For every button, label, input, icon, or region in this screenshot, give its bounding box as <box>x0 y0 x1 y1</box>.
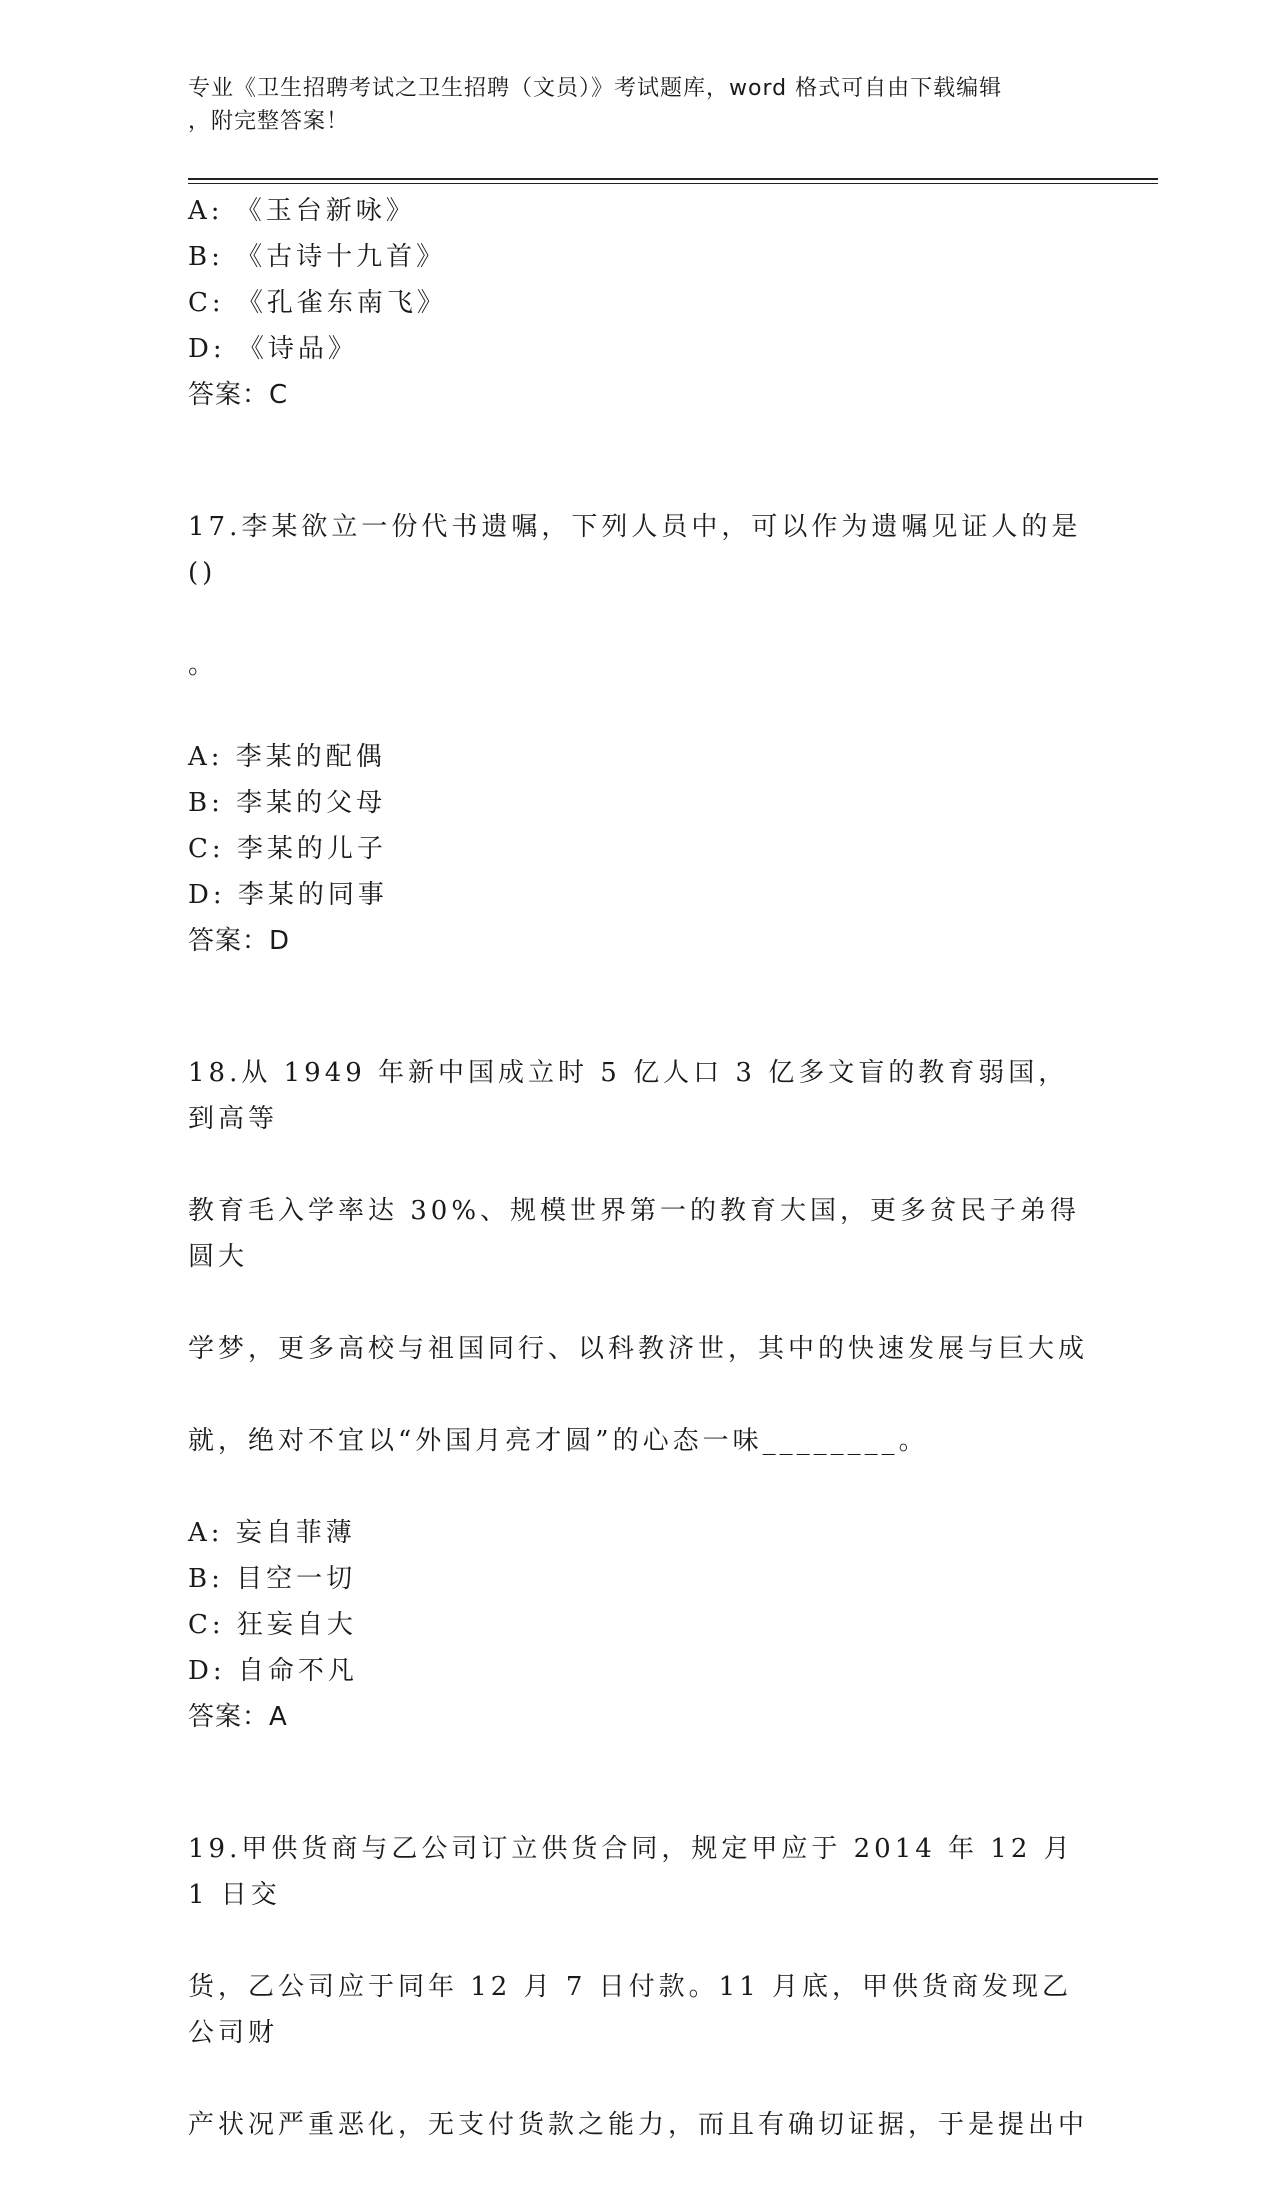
option-d: D: 李某的同事 <box>188 880 388 910</box>
stem-line: 教育毛入学率达 30%、规模世界第一的教育大国，更多贫民子弟得圆大 <box>188 1196 1081 1272</box>
option-a: A: 李某的配偶 <box>188 742 386 772</box>
question-16 <box>188 188 1088 418</box>
stem-line: 产状况严重恶化，无支付货款之能力，而且有确切证据，于是提出中 <box>188 2110 1089 2140</box>
header-line-2: ，附完整答案！ <box>188 109 350 134</box>
stem-line: 18.从 1949 年新中国成立时 5 亿人口 3 亿多文盲的教育弱国，到高等 <box>188 1058 1069 1134</box>
document-header <box>188 72 1088 138</box>
option-c: C: 《孔雀东南飞》 <box>188 288 447 318</box>
question-stem <box>188 458 1088 734</box>
stem-line: 就，绝对不宜以“外国月亮才圆”的心态一味________。 <box>188 1426 929 1456</box>
answer-line: 答案：D <box>188 926 291 956</box>
question-17 <box>188 458 1088 964</box>
option-b: B: 《古诗十九首》 <box>188 242 447 272</box>
option-d: D: 自命不凡 <box>188 1656 358 1686</box>
option-d: D: 《诗品》 <box>188 334 358 364</box>
answer-line: 答案：C <box>188 380 289 410</box>
document-body <box>188 188 1088 2194</box>
option-c: C: 李某的儿子 <box>188 834 387 864</box>
header-divider-thick <box>188 178 1158 180</box>
stem-line: 学梦，更多高校与祖国同行、以科教济世，其中的快速发展与巨大成 <box>188 1334 1089 1364</box>
option-a: A: 《玉台新咏》 <box>188 196 416 226</box>
stem-line: 19.甲供货商与乙公司订立供货合同，规定甲应于 2014 年 12 月 1 日交 <box>188 1834 1074 1910</box>
option-a: A: 妄自菲薄 <box>188 1518 356 1548</box>
question-19 <box>188 1780 1088 2194</box>
option-b: B: 目空一切 <box>188 1564 357 1594</box>
answer-line: 答案：A <box>188 1702 288 1732</box>
stem-line: 货，乙公司应于同年 12 月 7 日付款。11 月底，甲供货商发现乙公司财 <box>188 1972 1073 2048</box>
header-line-1: 专业《卫生招聘考试之卫生招聘（文员）》考试题库，word 格式可自由下载编辑 <box>188 76 1003 101</box>
stem-line: 。 <box>188 650 219 680</box>
stem-line: 17.李某欲立一份代书遗嘱，下列人员中，可以作为遗嘱见证人的是() <box>188 512 1082 588</box>
question-stem <box>188 1780 1088 2194</box>
question-18 <box>188 1004 1088 1740</box>
question-stem <box>188 1004 1088 1510</box>
option-b: B: 李某的父母 <box>188 788 387 818</box>
option-c: C: 狂妄自大 <box>188 1610 357 1640</box>
header-divider-thin <box>188 183 1158 184</box>
